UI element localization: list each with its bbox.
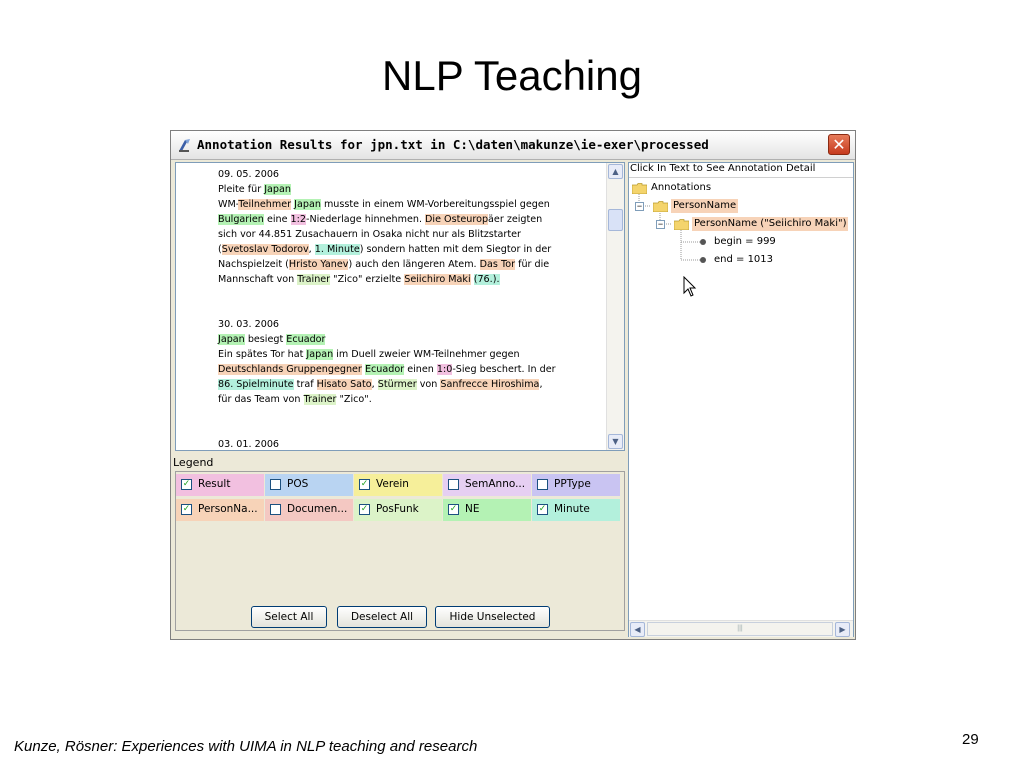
annotation-personname[interactable]: Das Tor <box>479 259 516 270</box>
checkbox-icon[interactable] <box>270 479 281 490</box>
tree-node-personname-instance[interactable]: PersonName ("Seiichiro Maki") <box>694 218 847 229</box>
doc-line: Ein spätes Tor hat Japan im Duell zweier WM-Teilnehmer gegen <box>218 349 520 360</box>
scroll-thumb[interactable]: ||| <box>647 622 833 636</box>
doc-date-2: 30. 03. 2006 <box>218 319 280 330</box>
detail-header: Click In Text to See Annotation Detail <box>630 163 816 174</box>
legend-item-posfunk[interactable]: ✓ PosFunk <box>354 499 442 521</box>
annotation-results-window <box>170 130 856 640</box>
select-all-button[interactable]: Select All <box>251 606 327 628</box>
tree-node-begin[interactable]: begin = 999 <box>714 236 776 247</box>
annotation-detail-pane <box>628 162 854 637</box>
annotation-ne[interactable]: Bulgarien <box>218 214 264 225</box>
legend-item-ne[interactable]: ✓ NE <box>443 499 531 521</box>
tree-node-personname[interactable]: PersonName <box>673 200 737 211</box>
checkbox-icon[interactable]: ✓ <box>538 504 547 514</box>
doc-line: 86. Spielminute traf Hisato Sato, Stürmer von Sanfrecce Hiroshima, <box>218 379 543 390</box>
checkbox-icon[interactable]: ✓ <box>360 479 369 489</box>
doc-line: Bulgarien eine 1:2-Niederlage hinnehmen. Die Osteuropäer zeigten <box>218 214 543 225</box>
slide-title: NLP Teaching <box>382 52 642 99</box>
checkbox-icon[interactable]: ✓ <box>449 504 458 514</box>
doc-line: Mannschaft von Trainer "Zico" erzielte Seiichiro Maki (76.). <box>218 274 500 285</box>
annotation-tree[interactable] <box>629 177 853 619</box>
document-text-pane[interactable] <box>175 162 625 451</box>
hide-unselected-button[interactable]: Hide Unselected <box>435 606 550 628</box>
scroll-right-icon[interactable]: ▶ <box>835 622 850 637</box>
collapse-icon[interactable]: − <box>636 201 643 211</box>
annotation-result[interactable]: 1:2 <box>290 214 306 225</box>
legend-item-document[interactable]: Documen... <box>265 499 353 521</box>
annotation-minute[interactable]: (76.). <box>473 274 500 285</box>
annotation-personname[interactable]: Sanfrecce Hiroshima <box>440 379 540 390</box>
doc-line: Pleite für Japan <box>218 184 291 195</box>
annotation-posfunk[interactable]: Trainer <box>303 394 337 405</box>
app-icon <box>177 137 193 153</box>
deselect-all-button[interactable]: Deselect All <box>337 606 427 628</box>
annotation-ne[interactable]: Japan <box>264 184 291 195</box>
annotation-personname[interactable]: Deutschlands Gruppengegner <box>218 364 362 375</box>
doc-line: Deutschlands Gruppengegner Ecuador einen 1:0-Sieg beschert. In der <box>218 364 556 375</box>
annotation-personname[interactable]: Svetoslav Todorov <box>221 244 309 255</box>
doc-line: für das Team von Trainer "Zico". <box>218 394 372 405</box>
folder-icon <box>674 219 689 230</box>
checkbox-icon[interactable] <box>448 479 459 490</box>
annotation-posfunk[interactable]: Stürmer <box>377 379 417 390</box>
legend-item-semanno[interactable]: SemAnno... <box>443 474 531 496</box>
annotation-ne[interactable]: Japan <box>218 334 245 345</box>
annotation-personname[interactable]: Teilnehmer <box>238 199 292 210</box>
tree-horizontal-scrollbar[interactable] <box>629 620 853 637</box>
checkbox-icon[interactable]: ✓ <box>182 479 191 489</box>
mouse-cursor-icon <box>683 276 697 298</box>
collapse-icon[interactable]: − <box>657 219 664 229</box>
legend-item-result[interactable]: ✓ Result <box>176 474 264 496</box>
annotation-result[interactable]: 1:0 <box>436 364 453 375</box>
legend-item-minute[interactable]: ✓ Minute <box>532 499 620 521</box>
annotation-ne[interactable]: Japan <box>306 349 334 360</box>
annotation-personname[interactable]: Die Osteurop <box>425 214 489 225</box>
tree-node-annotations[interactable]: Annotations <box>651 182 712 193</box>
annotation-ne[interactable]: Ecuador <box>364 364 405 375</box>
legend-item-personname[interactable]: ✓ PersonNa... <box>176 499 264 521</box>
legend-item-pos[interactable]: POS <box>265 474 353 496</box>
text-vertical-scrollbar[interactable] <box>606 163 624 450</box>
scroll-left-icon[interactable]: ◀ <box>630 622 645 637</box>
legend-item-verein[interactable]: ✓ Verein <box>354 474 442 496</box>
feature-bullet-icon <box>700 239 706 245</box>
doc-line: Japan besiegt Ecuador <box>218 334 326 345</box>
doc-date-1: 09. 05. 2006 <box>218 169 280 180</box>
checkbox-icon[interactable]: ✓ <box>182 504 191 514</box>
doc-line: (Svetoslav Todorov, 1. Minute) sondern hatten mit dem Siegtor in der <box>218 244 552 255</box>
checkbox-icon[interactable]: ✓ <box>360 504 369 514</box>
annotation-personname[interactable]: Seiichiro Maki <box>404 274 471 285</box>
checkbox-icon[interactable] <box>537 479 548 490</box>
scroll-down-button[interactable]: ▼ <box>608 434 623 449</box>
checkbox-icon[interactable] <box>270 504 281 515</box>
tree-node-end[interactable]: end = 1013 <box>714 254 774 265</box>
doc-line: WM-Teilnehmer Japan musste in einem WM-Vorbereitungsspiel gegen <box>218 199 550 210</box>
annotation-posfunk[interactable]: Trainer <box>297 274 331 285</box>
annotation-ne[interactable]: Ecuador <box>286 334 326 345</box>
document-text[interactable] <box>218 167 598 451</box>
doc-line: Nachspielzeit (Hristo Yanev) auch den längeren Atem. Das Tor für die <box>218 259 550 270</box>
folder-icon <box>632 183 647 194</box>
annotation-personname[interactable]: Hisato Sato <box>316 379 372 390</box>
annotation-ne[interactable]: Japan <box>294 199 321 210</box>
doc-date-3: 03. 01. 2006 <box>218 439 280 450</box>
legend-item-pptype[interactable]: PPType <box>532 474 620 496</box>
annotation-personname[interactable]: Hristo Yanev <box>288 259 349 270</box>
annotation-minute[interactable]: 1. Minute <box>314 244 360 255</box>
feature-bullet-icon <box>700 257 706 263</box>
folder-icon <box>653 201 668 212</box>
page-number: 29 <box>962 731 979 748</box>
doc-line: sich vor 44.851 Zusachauern in Osaka nicht nur als Blitzstarter <box>218 229 521 240</box>
slide-footer: Kunze, Rösner: Experiences with UIMA in NLP teaching and research <box>14 738 478 755</box>
scroll-up-button[interactable]: ▲ <box>608 164 623 179</box>
window-title: Annotation Results for jpn.txt in C:\daten\makunze\ie-exer\processed <box>197 137 709 152</box>
close-button[interactable]: ✕ <box>828 134 850 155</box>
legend-label: Legend <box>173 456 214 469</box>
window-titlebar[interactable] <box>171 131 855 160</box>
scroll-thumb[interactable] <box>608 209 623 231</box>
annotation-minute[interactable]: 86. Spielminute <box>218 379 294 390</box>
